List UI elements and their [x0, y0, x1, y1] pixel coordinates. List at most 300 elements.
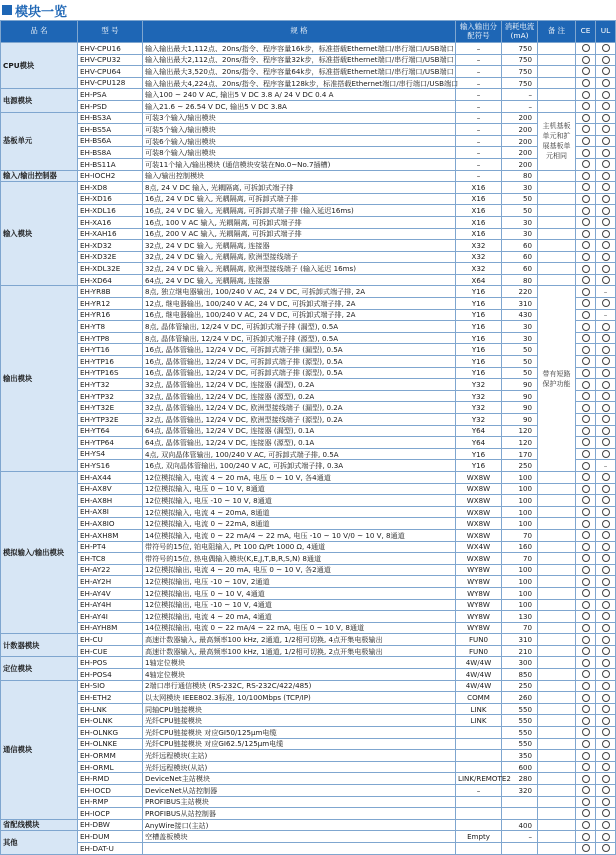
cert-circle-cell [576, 553, 596, 565]
cert-circle-cell [576, 77, 596, 89]
circle-icon [602, 531, 610, 539]
io-cell: Y64 [456, 437, 502, 449]
circle-icon [602, 636, 610, 644]
spec-cell: 32点, 晶体管输出, 12/24 V DC, 欧洲型接线端子 (漏型), 0.2A [143, 402, 456, 414]
circle-icon [582, 91, 590, 99]
circle-icon [602, 752, 610, 760]
spec-cell: 16点, 晶体管输出, 12/24 V DC, 可拆卸式端子排 (漏型), 0.5A [143, 344, 456, 356]
table-row [1, 587, 616, 599]
model-cell: EH-AYH8M [78, 622, 143, 634]
spec-cell: 12位模拟输出, 电流 4 ~ 20 mA, 4通道 [143, 611, 456, 623]
io-cell: – [456, 158, 502, 170]
spec-cell: 可装5个输入/输出模块 [143, 124, 456, 136]
io-cell: WX8W [456, 553, 502, 565]
current-cell: 100 [502, 483, 538, 495]
model-cell: EH-XAH16 [78, 228, 143, 240]
circle-icon [602, 369, 610, 377]
current-cell: 170 [502, 448, 538, 460]
cert-circle-cell [596, 170, 616, 182]
note-cell [538, 842, 576, 854]
circle-icon [582, 311, 590, 319]
cert-circle-cell [576, 599, 596, 611]
note-cell [538, 576, 576, 588]
note-cell [538, 43, 576, 55]
model-cell: EH-TC8 [78, 553, 143, 565]
note-cell [538, 831, 576, 843]
cert-circle-cell [596, 773, 616, 785]
cert-circle-cell [596, 669, 616, 681]
cert-circle-cell [596, 622, 616, 634]
cert-circle-cell [576, 750, 596, 762]
model-cell: EH-AX44 [78, 471, 143, 483]
model-cell: EH-YT64 [78, 425, 143, 437]
cert-circle-cell [576, 112, 596, 124]
circle-icon [582, 775, 590, 783]
table-row [1, 425, 616, 437]
circle-icon [582, 798, 590, 806]
io-cell: X16 [456, 216, 502, 228]
model-cell: EH-POS [78, 657, 143, 669]
cert-circle-cell [596, 495, 616, 507]
current-cell: 200 [502, 124, 538, 136]
current-cell: 80 [502, 274, 538, 286]
note-cell [538, 587, 576, 599]
circle-icon [602, 438, 610, 446]
cert-dash-cell: – [596, 286, 616, 298]
header-ce: CE [576, 21, 596, 43]
table-row [1, 274, 616, 286]
table-row [1, 356, 616, 368]
circle-icon [582, 114, 590, 122]
circle-icon [602, 91, 610, 99]
spec-cell: 高速计数器输入, 最高频率100 kHz, 2通道, 1/2相可切换, 4点开集电极输出 [143, 634, 456, 646]
circle-icon [602, 392, 610, 400]
io-cell [456, 819, 502, 831]
io-cell: Y32 [456, 414, 502, 426]
io-cell: WY8W [456, 564, 502, 576]
spec-cell: 64点, 24 V DC 输入, 光耦隔离, 连接器 [143, 274, 456, 286]
table-row [1, 448, 616, 460]
spec-cell: 32点, 晶体管输出, 12/24 V DC, 连接器 (漏型), 0.2A [143, 379, 456, 391]
cert-circle-cell [596, 263, 616, 275]
io-cell [456, 796, 502, 808]
io-cell: WX8W [456, 506, 502, 518]
io-cell: Y32 [456, 402, 502, 414]
current-cell: 250 [502, 680, 538, 692]
table-row [1, 599, 616, 611]
note-cell [538, 634, 576, 646]
circle-icon [582, 230, 590, 238]
circle-icon [582, 636, 590, 644]
circle-icon [582, 299, 590, 307]
io-cell: WX8W [456, 529, 502, 541]
current-cell: 60 [502, 240, 538, 252]
model-cell: EHV-CPU64 [78, 66, 143, 78]
circle-icon [582, 543, 590, 551]
circle-icon [602, 102, 610, 110]
cert-circle-cell [596, 437, 616, 449]
cert-circle-cell [596, 344, 616, 356]
note-cell [538, 703, 576, 715]
cert-circle-cell [596, 819, 616, 831]
current-cell: 120 [502, 425, 538, 437]
table-row [1, 147, 616, 159]
circle-icon [582, 763, 590, 771]
cert-circle-cell [596, 228, 616, 240]
cert-circle-cell [576, 43, 596, 55]
model-cell: EHV-CPU16 [78, 43, 143, 55]
header-note: 备 注 [538, 21, 576, 43]
current-cell: 50 [502, 356, 538, 368]
note-cell [538, 495, 576, 507]
model-cell: EH-XDL32E [78, 263, 143, 275]
current-cell: 200 [502, 147, 538, 159]
table-row [1, 367, 616, 379]
circle-icon [582, 241, 590, 249]
current-cell: 60 [502, 263, 538, 275]
model-cell: EH-AY22 [78, 564, 143, 576]
note-cell: 带有短路保护功能 [538, 286, 576, 472]
model-cell: EH-IOCD [78, 785, 143, 797]
note-cell [538, 553, 576, 565]
note-cell [538, 738, 576, 750]
cert-circle-cell [576, 738, 596, 750]
cert-circle-cell [576, 692, 596, 704]
cert-circle-cell [596, 750, 616, 762]
table-row [1, 611, 616, 623]
category-cell: 其他 [1, 831, 78, 854]
io-cell [456, 761, 502, 773]
current-cell: 750 [502, 54, 538, 66]
model-cell: EH-AY4H [78, 599, 143, 611]
note-cell [538, 100, 576, 112]
model-cell: EH-CUE [78, 645, 143, 657]
current-cell: 750 [502, 66, 538, 78]
model-cell: EH-IOCH2 [78, 170, 143, 182]
circle-icon [582, 427, 590, 435]
table-row [1, 506, 616, 518]
circle-icon [582, 833, 590, 841]
current-cell: 90 [502, 390, 538, 402]
circle-icon [602, 114, 610, 122]
cert-circle-cell [596, 379, 616, 391]
cert-circle-cell [576, 367, 596, 379]
circle-icon [582, 496, 590, 504]
cert-circle-cell [596, 761, 616, 773]
circle-icon [602, 79, 610, 87]
spec-cell: 光纤远程模块(主站) [143, 750, 456, 762]
cert-circle-cell [596, 240, 616, 252]
circle-icon [582, 207, 590, 215]
spec-cell: 16点, 24 V DC 输入, 光耦隔离, 可拆卸式端子排 (输入延迟16ms) [143, 205, 456, 217]
current-cell: 310 [502, 298, 538, 310]
current-cell: – [502, 831, 538, 843]
io-cell: Y16 [456, 448, 502, 460]
circle-icon [582, 67, 590, 75]
current-cell: 90 [502, 402, 538, 414]
model-cell: EH-ETH2 [78, 692, 143, 704]
circle-icon [582, 56, 590, 64]
circle-icon [602, 508, 610, 516]
model-cell: EH-AX8V [78, 483, 143, 495]
cert-circle-cell [576, 100, 596, 112]
cert-circle-cell [596, 193, 616, 205]
model-cell: EH-AY4I [78, 611, 143, 623]
model-cell: EH-YR16 [78, 309, 143, 321]
circle-icon [602, 67, 610, 75]
table-row [1, 738, 616, 750]
circle-icon [582, 265, 590, 273]
io-cell: – [456, 43, 502, 55]
circle-icon [582, 276, 590, 284]
note-cell [538, 680, 576, 692]
model-cell: EH-YT32 [78, 379, 143, 391]
table-row [1, 576, 616, 588]
circle-icon [602, 473, 610, 481]
cert-circle-cell [596, 657, 616, 669]
model-cell: EH-AX8IO [78, 518, 143, 530]
note-cell [538, 274, 576, 286]
cert-circle-cell [576, 680, 596, 692]
current-cell: 550 [502, 715, 538, 727]
table-header [1, 21, 616, 43]
cert-circle-cell [576, 448, 596, 460]
spec-cell: 12位模拟输出, 电压 -10 ~ 10 V, 4通道 [143, 599, 456, 611]
table-row [1, 43, 616, 55]
model-cell: EH-BS11A [78, 158, 143, 170]
model-cell: EH-XD64 [78, 274, 143, 286]
io-cell: – [456, 785, 502, 797]
table-row [1, 228, 616, 240]
circle-icon [602, 427, 610, 435]
model-cell: EH-YTP8 [78, 332, 143, 344]
current-cell: 30 [502, 332, 538, 344]
circle-icon [582, 566, 590, 574]
cert-circle-cell [596, 321, 616, 333]
circle-icon [582, 438, 590, 446]
cert-circle-cell [576, 842, 596, 854]
current-cell: 90 [502, 379, 538, 391]
note-cell [538, 240, 576, 252]
circle-icon [602, 207, 610, 215]
model-cell: EH-YTP16 [78, 356, 143, 368]
spec-cell: 输入输出最大3,520点、20ns/指令、程序容量64k步，标准搭载Ethernet端口/串行端口/USB端口 [143, 66, 456, 78]
category-cell: 计数器模块 [1, 634, 78, 657]
table-row [1, 158, 616, 170]
model-cell: EH-XD8 [78, 182, 143, 194]
note-cell [538, 170, 576, 182]
cert-circle-cell [576, 147, 596, 159]
model-cell: EH-AY2H [78, 576, 143, 588]
circle-icon [582, 381, 590, 389]
model-cell: EH-YT8 [78, 321, 143, 333]
spec-cell: 输入输出最大1,112点、20ns/指令、程序容量16k步，标准搭载Ethernet端口/串行端口/USB端口 [143, 43, 456, 55]
spec-cell: 光纤CPU链接模块 [143, 715, 456, 727]
io-cell [456, 750, 502, 762]
circle-icon [582, 705, 590, 713]
model-cell: EH-OLNK [78, 715, 143, 727]
model-cell: EH-RMD [78, 773, 143, 785]
model-cell: EH-XD32E [78, 251, 143, 263]
circle-icon [602, 241, 610, 249]
circle-icon [602, 137, 610, 145]
spec-cell: 光纤CPU链接模块 对应GI50/125μm电缆 [143, 727, 456, 739]
model-cell: EH-YR8B [78, 286, 143, 298]
circle-icon [602, 415, 610, 423]
cert-circle-cell [576, 773, 596, 785]
io-cell: – [456, 112, 502, 124]
note-cell [538, 54, 576, 66]
cert-circle-cell [596, 100, 616, 112]
circle-icon [602, 56, 610, 64]
cert-circle-cell [596, 390, 616, 402]
cert-circle-cell [576, 808, 596, 820]
cert-circle-cell [576, 669, 596, 681]
model-cell: EH-DUM [78, 831, 143, 843]
circle-icon [602, 218, 610, 226]
io-cell: X64 [456, 274, 502, 286]
cert-circle-cell [576, 356, 596, 368]
current-cell: 100 [502, 576, 538, 588]
cert-circle-cell [576, 495, 596, 507]
circle-icon [582, 844, 590, 852]
model-cell: EH-CU [78, 634, 143, 646]
io-cell: Y16 [456, 460, 502, 472]
spec-cell: 12位模拟输出, 电压 0 ~ 10 V, 4通道 [143, 587, 456, 599]
model-cell: EH-YS4 [78, 448, 143, 460]
current-cell: 50 [502, 193, 538, 205]
model-cell: EHV-CPU128 [78, 77, 143, 89]
circle-icon [602, 601, 610, 609]
io-cell: – [456, 170, 502, 182]
spec-cell: 高速计数器输入, 最高频率100 kHz, 1通道, 1/2相可切换, 2点开集电极输出 [143, 645, 456, 657]
cert-circle-cell [576, 703, 596, 715]
cert-circle-cell [596, 182, 616, 194]
cert-circle-cell [596, 599, 616, 611]
current-cell: 220 [502, 286, 538, 298]
circle-icon [602, 404, 610, 412]
cert-circle-cell [576, 506, 596, 518]
cert-circle-cell [596, 251, 616, 263]
circle-icon [582, 218, 590, 226]
spec-cell: 可装3个输入/输出模块 [143, 112, 456, 124]
table-row [1, 170, 616, 182]
current-cell: 90 [502, 414, 538, 426]
cert-circle-cell [576, 645, 596, 657]
io-cell: WY8W [456, 622, 502, 634]
note-cell [538, 761, 576, 773]
spec-cell: PROFIBUS从站控制器 [143, 808, 456, 820]
io-cell: Y64 [456, 425, 502, 437]
table-row [1, 54, 616, 66]
cert-circle-cell [596, 738, 616, 750]
table-row [1, 785, 616, 797]
circle-icon [602, 717, 610, 725]
table-row [1, 819, 616, 831]
io-cell [456, 727, 502, 739]
circle-icon [602, 149, 610, 157]
current-cell: 200 [502, 112, 538, 124]
io-cell: – [456, 77, 502, 89]
circle-icon [582, 404, 590, 412]
model-cell: EH-YTP32E [78, 414, 143, 426]
cert-circle-cell [576, 379, 596, 391]
spec-cell: DeviceNet从站控制器 [143, 785, 456, 797]
model-cell: EH-XDL16 [78, 205, 143, 217]
current-cell: 100 [502, 506, 538, 518]
current-cell [502, 796, 538, 808]
current-cell: 600 [502, 761, 538, 773]
circle-icon [602, 125, 610, 133]
io-cell: X16 [456, 193, 502, 205]
note-cell [538, 669, 576, 681]
cert-circle-cell [596, 471, 616, 483]
note-cell [538, 819, 576, 831]
cert-circle-cell [576, 471, 596, 483]
spec-cell: 16点, 200 V AC 输入, 光耦隔离, 可拆卸式端子排 [143, 228, 456, 240]
cert-circle-cell [596, 576, 616, 588]
table-row [1, 761, 616, 773]
io-cell: – [456, 66, 502, 78]
spec-cell: 12位模拟输入, 电流 4 ~ 20mA, 8通道 [143, 506, 456, 518]
current-cell: 350 [502, 750, 538, 762]
table-row [1, 240, 616, 252]
category-cell: 输入/输出控制器 [1, 170, 78, 182]
spec-cell: 12位模拟输出, 电流 4 ~ 20 mA, 电压 0 ~ 10 V, 各2通道 [143, 564, 456, 576]
io-cell: X32 [456, 240, 502, 252]
spec-cell: 输入21.6 ~ 26.54 V DC, 输出5 V DC 3.8A [143, 100, 456, 112]
category-cell: 模拟输入/输出模块 [1, 471, 78, 633]
cert-circle-cell [576, 831, 596, 843]
io-cell [456, 842, 502, 854]
note-cell [538, 727, 576, 739]
circle-icon [582, 752, 590, 760]
circle-icon [582, 334, 590, 342]
cert-circle-cell [576, 193, 596, 205]
spec-cell: 空槽盖板模块 [143, 831, 456, 843]
circle-icon [582, 323, 590, 331]
table-row [1, 495, 616, 507]
cert-circle-cell [576, 66, 596, 78]
table-row [1, 727, 616, 739]
cert-circle-cell [576, 761, 596, 773]
circle-icon [602, 844, 610, 852]
cert-circle-cell [596, 43, 616, 55]
circle-icon [602, 346, 610, 354]
cert-circle-cell [576, 727, 596, 739]
circle-icon [602, 230, 610, 238]
spec-cell: 1轴定位模块 [143, 657, 456, 669]
spec-cell: 可装11个输入/输出模块 (通信模块安装在No.0~No.7插槽) [143, 158, 456, 170]
current-cell: 30 [502, 182, 538, 194]
table-row [1, 808, 616, 820]
table-row [1, 89, 616, 101]
spec-cell: 14位模拟输出, 电流 0 ~ 22 mA/4 ~ 22 mA, 电压 0 ~ 10 V, 8通道 [143, 622, 456, 634]
circle-icon [582, 195, 590, 203]
cert-circle-cell [576, 425, 596, 437]
io-cell: Y16 [456, 298, 502, 310]
circle-icon [602, 798, 610, 806]
current-cell: 30 [502, 321, 538, 333]
note-cell [538, 216, 576, 228]
spec-cell: 4点, 双向晶体管输出, 100/240 V AC, 可拆卸式端子排, 0.5A [143, 448, 456, 460]
current-cell: 100 [502, 471, 538, 483]
cert-circle-cell [576, 205, 596, 217]
category-cell: 省配线模块 [1, 819, 78, 831]
note-cell [538, 645, 576, 657]
circle-icon [582, 137, 590, 145]
io-cell: Empty [456, 831, 502, 843]
